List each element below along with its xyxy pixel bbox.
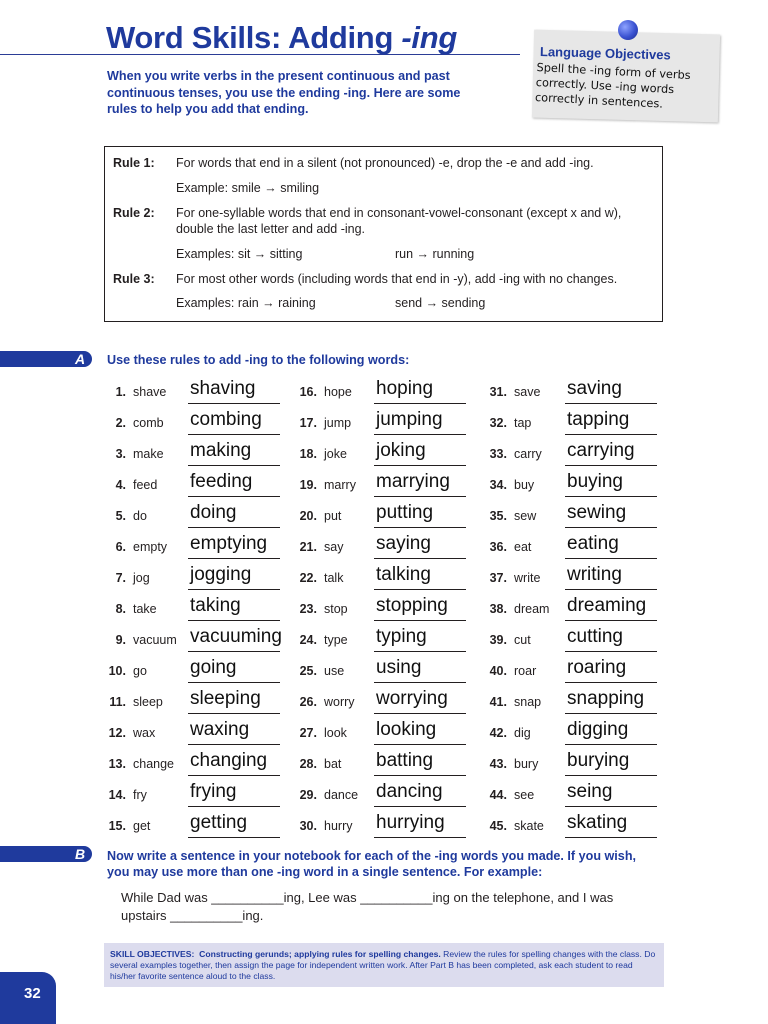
base-word: roar [514, 664, 537, 678]
handwritten-answer: marrying [376, 471, 450, 492]
word-item [295, 628, 485, 650]
answer-line[interactable] [374, 713, 466, 714]
handwritten-answer: sewing [567, 502, 627, 523]
word-item [104, 473, 294, 495]
word-item [295, 690, 485, 712]
skill-objectives-text: SKILL OBJECTIVES: Constructing gerunds; applying rules for spelling changes. Review the rules for spelling changes with the class. Do several examples together, then assign the page for independent written work. After Part B has been completed, ask each student to read his/her favorite sentence aloud to the class. [110, 949, 656, 981]
answer-line[interactable] [374, 682, 466, 683]
example-sentence: While Dad was __________ing, Lee was __________ing on the telephone, and I was upstairs __________ing. [121, 890, 614, 923]
handwritten-answer: digging [567, 719, 629, 740]
word-item [295, 566, 485, 588]
base-word: dig [514, 726, 531, 740]
item-number: 16. [299, 385, 317, 399]
answer-line[interactable] [188, 527, 280, 528]
item-number: 10. [108, 664, 126, 678]
item-number: 6. [115, 540, 126, 554]
handwritten-answer: emptying [190, 533, 268, 554]
answer-line[interactable] [188, 837, 280, 838]
word-item [295, 597, 485, 619]
answer-line[interactable] [374, 837, 466, 838]
item-number: 2. [115, 416, 126, 430]
handwritten-answer: sleeping [190, 688, 261, 709]
word-item [485, 411, 675, 433]
answer-line[interactable] [188, 496, 280, 497]
base-word: eat [514, 540, 532, 554]
base-word: jog [133, 571, 150, 585]
base-word: write [514, 571, 541, 585]
item-number: 25. [299, 664, 317, 678]
handwritten-answer: frying [190, 781, 237, 802]
handwritten-answer: stopping [376, 595, 448, 616]
handwritten-answer: jumping [376, 409, 443, 430]
answer-line[interactable] [188, 403, 280, 404]
base-word: skate [514, 819, 544, 833]
item-number: 1. [115, 385, 126, 399]
word-item [295, 535, 485, 557]
handwritten-answer: roaring [567, 657, 627, 678]
item-number: 19. [299, 478, 317, 492]
word-item [295, 814, 485, 836]
answer-line[interactable] [374, 775, 466, 776]
answer-line[interactable] [565, 682, 657, 683]
word-item [104, 411, 294, 433]
item-number: 36. [489, 540, 507, 554]
handwritten-answer: eating [567, 533, 619, 554]
answer-line[interactable] [374, 558, 466, 559]
base-word: make [133, 447, 164, 461]
word-item [104, 597, 294, 619]
answer-line[interactable] [188, 465, 280, 466]
item-number: 43. [489, 757, 507, 771]
word-item [295, 473, 485, 495]
word-item [485, 535, 675, 557]
handwritten-answer: vacuuming [190, 626, 282, 647]
base-word: vacuum [133, 633, 177, 647]
word-item [104, 690, 294, 712]
answer-line[interactable] [565, 589, 657, 590]
handwritten-answer: burying [567, 750, 630, 771]
handwritten-answer: going [190, 657, 237, 678]
word-item [295, 783, 485, 805]
base-word: tap [514, 416, 532, 430]
answer-line[interactable] [374, 465, 466, 466]
handwritten-answer: batting [376, 750, 434, 771]
answer-line[interactable] [374, 527, 466, 528]
item-number: 35. [489, 509, 507, 523]
item-number: 32. [489, 416, 507, 430]
item-number: 13. [108, 757, 126, 771]
item-number: 29. [299, 788, 317, 802]
item-number: 34. [489, 478, 507, 492]
handwritten-answer: hoping [376, 378, 434, 399]
item-number: 27. [299, 726, 317, 740]
base-word: save [514, 385, 541, 399]
item-number: 28. [299, 757, 317, 771]
item-number: 5. [115, 509, 126, 523]
answer-line[interactable] [565, 651, 657, 652]
answer-line[interactable] [188, 775, 280, 776]
base-word: wax [133, 726, 156, 740]
item-number: 24. [299, 633, 317, 647]
answer-line[interactable] [565, 620, 657, 621]
word-item [485, 504, 675, 526]
answer-line[interactable] [188, 682, 280, 683]
item-number: 17. [299, 416, 317, 430]
base-word: look [324, 726, 347, 740]
base-word: dance [324, 788, 359, 802]
handwritten-answer: doing [190, 502, 237, 523]
word-item [104, 628, 294, 650]
handwritten-answer: shaving [190, 378, 256, 399]
word-item [295, 442, 485, 464]
base-word: talk [324, 571, 344, 585]
pushpin-icon [618, 20, 638, 40]
base-word: stop [324, 602, 348, 616]
answer-line[interactable] [374, 651, 466, 652]
item-number: 3. [115, 447, 126, 461]
answer-line[interactable] [565, 806, 657, 807]
section-b-marker: B [0, 846, 92, 862]
handwritten-answer: saying [376, 533, 431, 554]
answer-line[interactable] [374, 589, 466, 590]
base-word: feed [133, 478, 158, 492]
handwritten-answer: jogging [190, 564, 252, 585]
answer-line[interactable] [565, 713, 657, 714]
word-item [104, 566, 294, 588]
base-word: go [133, 664, 147, 678]
word-item [295, 659, 485, 681]
word-item [104, 442, 294, 464]
base-word: fry [133, 788, 147, 802]
item-number: 31. [489, 385, 507, 399]
base-word: sew [514, 509, 537, 523]
word-item [485, 659, 675, 681]
word-item [104, 721, 294, 743]
answer-line[interactable] [188, 713, 280, 714]
base-word: do [133, 509, 147, 523]
base-word: type [324, 633, 348, 647]
item-number: 44. [489, 788, 507, 802]
answer-line[interactable] [565, 434, 657, 435]
answer-line[interactable] [188, 806, 280, 807]
answer-line[interactable] [188, 651, 280, 652]
handwritten-answer: getting [190, 812, 248, 833]
base-word: snap [514, 695, 542, 709]
word-item [104, 504, 294, 526]
base-word: hurry [324, 819, 353, 833]
word-item [295, 504, 485, 526]
answer-line[interactable] [565, 558, 657, 559]
answer-line[interactable] [374, 496, 466, 497]
item-number: 45. [489, 819, 507, 833]
item-number: 14. [108, 788, 126, 802]
word-item [485, 690, 675, 712]
handwritten-answer: saving [567, 378, 622, 399]
word-item [485, 442, 675, 464]
base-word: marry [324, 478, 356, 492]
word-item [485, 783, 675, 805]
handwritten-answer: worrying [376, 688, 448, 709]
item-number: 39. [489, 633, 507, 647]
word-item [295, 411, 485, 433]
item-number: 40. [489, 664, 507, 678]
handwritten-answer: joking [376, 440, 426, 461]
base-word: take [133, 602, 157, 616]
item-number: 20. [299, 509, 317, 523]
item-number: 15. [108, 819, 126, 833]
intro-paragraph: When you write verbs in the present continuous and past continuous tenses, you use the ending -ing. Here are some rules to help you add that ending. [107, 69, 461, 116]
handwritten-answer: making [190, 440, 252, 461]
word-item [104, 752, 294, 774]
section-a-instruction: Use these rules to add -ing to the following words: [107, 353, 410, 367]
handwritten-answer: using [376, 657, 422, 678]
base-word: use [324, 664, 345, 678]
handwritten-answer: waxing [190, 719, 250, 740]
answer-line[interactable] [374, 403, 466, 404]
base-word: dream [514, 602, 550, 616]
section-a-marker: A [0, 351, 92, 367]
word-item [485, 566, 675, 588]
word-item [485, 721, 675, 743]
handwritten-answer: changing [190, 750, 268, 771]
handwritten-answer: carrying [567, 440, 635, 461]
word-item [104, 659, 294, 681]
answer-line[interactable] [565, 496, 657, 497]
item-number: 8. [115, 602, 126, 616]
item-number: 12. [108, 726, 126, 740]
answer-line[interactable] [374, 434, 466, 435]
word-item [485, 814, 675, 836]
answer-line[interactable] [565, 403, 657, 404]
handwritten-answer: tapping [567, 409, 630, 430]
answer-line[interactable] [565, 837, 657, 838]
answer-line[interactable] [188, 434, 280, 435]
page-title: Word Skills: Adding -ing [106, 20, 457, 55]
section-b-instruction: Now write a sentence in your notebook for each of the -ing words you made. If you wish, you may use more than one -ing word in a single sentence. For example: [107, 849, 637, 879]
language-objectives-text: Spell the -ing form of verbs correctly. Use -ing words correctly in sentences. [534, 60, 691, 111]
answer-line[interactable] [565, 465, 657, 466]
item-number: 26. [299, 695, 317, 709]
handwritten-answer: snapping [567, 688, 645, 709]
item-number: 22. [299, 571, 317, 585]
item-number: 23. [299, 602, 317, 616]
word-item [104, 535, 294, 557]
item-number: 11. [109, 695, 126, 709]
word-item [104, 814, 294, 836]
item-number: 21. [299, 540, 317, 554]
word-item [295, 380, 485, 402]
handwritten-answer: talking [376, 564, 431, 585]
base-word: comb [133, 416, 164, 430]
base-word: see [514, 788, 535, 802]
answer-line[interactable] [188, 558, 280, 559]
word-item [485, 752, 675, 774]
answer-line[interactable] [565, 744, 657, 745]
base-word: empty [133, 540, 168, 554]
word-item [104, 380, 294, 402]
base-word: buy [514, 478, 535, 492]
base-word: get [133, 819, 151, 833]
handwritten-answer: cutting [567, 626, 623, 647]
word-item [295, 752, 485, 774]
word-item [485, 597, 675, 619]
base-word: cut [514, 633, 531, 647]
base-word: shave [133, 385, 167, 399]
base-word: worry [324, 695, 355, 709]
base-word: change [133, 757, 175, 771]
handwritten-answer: typing [376, 626, 427, 647]
handwritten-answer: dreaming [567, 595, 647, 616]
handwritten-answer: hurrying [376, 812, 445, 833]
answer-line[interactable] [188, 589, 280, 590]
item-number: 18. [299, 447, 317, 461]
handwritten-answer: combing [190, 409, 262, 430]
word-item [485, 380, 675, 402]
answer-line[interactable] [565, 527, 657, 528]
answer-line[interactable] [565, 775, 657, 776]
language-objectives-heading: Language Objectives [539, 44, 671, 63]
handwritten-answer: seing [567, 781, 613, 802]
item-number: 33. [489, 447, 507, 461]
answer-line[interactable] [188, 620, 280, 621]
answer-line[interactable] [188, 744, 280, 745]
base-word: bat [324, 757, 342, 771]
word-item [295, 721, 485, 743]
base-word: joke [324, 447, 347, 461]
base-word: say [324, 540, 344, 554]
answer-line[interactable] [374, 620, 466, 621]
item-number: 37. [489, 571, 507, 585]
answer-line[interactable] [374, 806, 466, 807]
base-word: sleep [133, 695, 163, 709]
page-number: 32 [24, 985, 41, 1002]
handwritten-answer: looking [376, 719, 437, 740]
item-number: 41. [489, 695, 507, 709]
base-word: put [324, 509, 342, 523]
base-word: jump [324, 416, 352, 430]
base-word: hope [324, 385, 352, 399]
item-number: 7. [115, 571, 126, 585]
item-number: 9. [115, 633, 126, 647]
handwritten-answer: taking [190, 595, 241, 616]
item-number: 30. [299, 819, 317, 833]
handwritten-answer: feeding [190, 471, 253, 492]
base-word: carry [514, 447, 542, 461]
rules-box: Rule 1: For words that end in a silent (not pronounced) -e, drop the -e and add -ing. Example: smile → smiling Rule 2: For one-syllable words that end in consonant-vowel-consonant (except x and w), double the last letter and add -ing. Examples: sit → sitting run → running Rule 3: For most other words (including words that end in -y), add -ing with no changes. Examples: rain → raining send → sending [104, 146, 663, 322]
item-number: 4. [115, 478, 126, 492]
handwritten-answer: writing [567, 564, 622, 585]
handwritten-answer: putting [376, 502, 434, 523]
handwritten-answer: buying [567, 471, 623, 492]
handwritten-answer: dancing [376, 781, 443, 802]
word-item [104, 783, 294, 805]
word-item [485, 628, 675, 650]
base-word: bury [514, 757, 539, 771]
answer-line[interactable] [374, 744, 466, 745]
item-number: 38. [489, 602, 507, 616]
item-number: 42. [489, 726, 507, 740]
handwritten-answer: skating [567, 812, 628, 833]
word-item [485, 473, 675, 495]
